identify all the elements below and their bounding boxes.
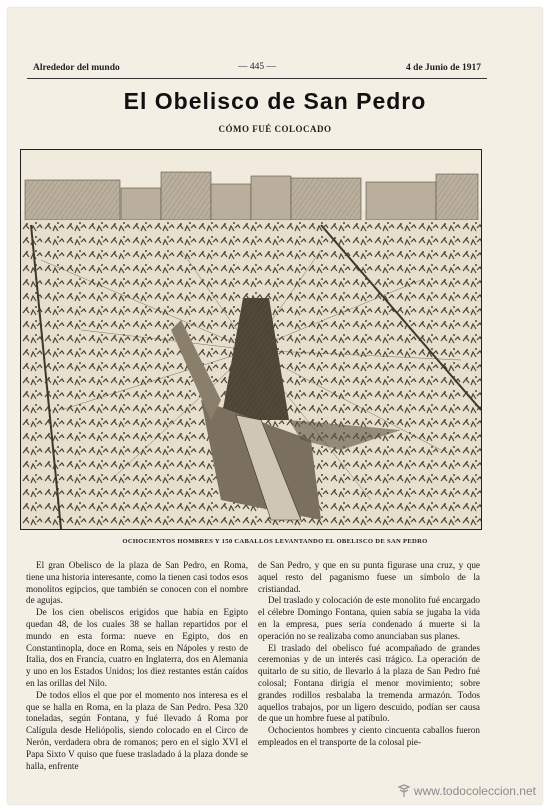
issue-date: 4 de Junio de 1917 bbox=[406, 63, 481, 73]
engraving-drawing bbox=[21, 150, 481, 529]
paragraph: De los cien obeliscos erigidos que había en Egipto quedan 48, de los cuales 38 se hallan repartidos por el mundo en esta forma: nueve en Egipto, dos en Constantinopla, doce en Roma, seis en Nápoles y resto de Italia, dos en Francia, cuatro en Inglaterra, dos en Alemania y uno en los Estados Unidos; los diez restantes están caídos en las orillas del Nilo. bbox=[26, 607, 248, 688]
paragraph: De todos ellos el que por el momento nos interesa es el que se halla en Roma, en la plaza de San Pedro. Pesa 320 toneladas, según Fontana, y fué llevado á Roma por Calígula desde Heliópolis, siendo colocado en el Circo de Nerón, verdadera obra de romanos; pero en el siglo XVI el Papa Sixto V quiso que fuese trasladado á la plaza donde se halla, enfrente bbox=[26, 689, 248, 771]
illustration-caption: OCHOCIENTOS HOMBRES Y 150 CABALLOS LEVANTANDO EL OBELISCO DE SAN PEDRO bbox=[122, 538, 428, 545]
watermark-text: www.todocoleccion.net bbox=[413, 784, 536, 798]
page-number: — 445 — bbox=[238, 62, 276, 72]
article-title: El Obelisco de San Pedro bbox=[123, 88, 427, 114]
page-header bbox=[27, 56, 487, 79]
text-column-left bbox=[26, 560, 248, 772]
todocoleccion-logo-icon bbox=[397, 784, 411, 798]
text-column-right bbox=[258, 560, 480, 749]
engraving-illustration bbox=[20, 149, 482, 530]
paragraph: Del traslado y colocación de este monolito fué encargado el célebre Domingo Fontana, quien sabía se jugaba la vida en la empresa, pues sería condenado á muerte si la operación no se realizaba como anunciaban sus planes. bbox=[258, 595, 480, 641]
section-name: Alrededor del mundo bbox=[33, 63, 120, 73]
article-subtitle: CÓMO FUÉ COLOCADO bbox=[218, 124, 332, 134]
paragraph: El gran Obelisco de la plaza de San Pedro, en Roma, tiene una historia interesante, como la tienen casi todos esos monolitos egipcios, que también se conocen con el nombre de agujas. bbox=[26, 560, 248, 606]
paragraph: Ochocientos hombres y ciento cincuenta caballos fueron empleados en el transporte de la colosal pie- bbox=[258, 725, 480, 747]
watermark[interactable] bbox=[397, 784, 536, 798]
paragraph: El traslado del obelisco fué acompañado de grandes ceremonias y de un interés casi trágico. La operación de quitarlo de su sitio, de llevarlo á la plaza de San Pedro fué colosal; Fontana dirigía el menor movimiento; sobre grandes rodillos resbalaba la tremenda armazón. Todos aquellos trabajos, por un ligero descuido, podían ser causa de que un hombre fuese al patíbulo. bbox=[258, 642, 480, 724]
paragraph: de San Pedro, y que en su punta figurase una cruz, y que aquel resto del paganismo fuese un símbolo de la cristiandad. bbox=[258, 560, 480, 594]
